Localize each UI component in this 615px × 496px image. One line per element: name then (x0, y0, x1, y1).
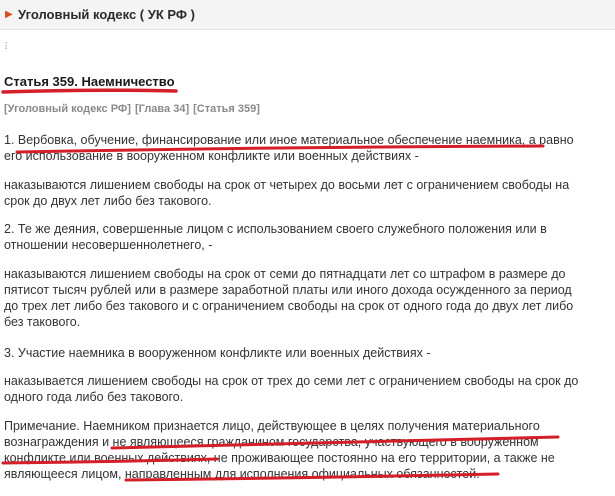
paragraph-line: до трех лет либо без такового и с ограничением свободы на срок от одного года до двух лет либо (4, 299, 574, 313)
arrow-right-icon: ▶ (5, 9, 13, 20)
paragraph-line: его использование в вооруженном конфликте или военных действиях - (4, 149, 419, 163)
paragraph-line: отношении несовершеннолетнего, - (4, 238, 213, 252)
section-title-link[interactable]: Уголовный кодекс ( УК РФ ) (18, 7, 195, 22)
article-paragraph-3 (4, 221, 608, 253)
paragraph-line: срок до двух лет либо без такового. (4, 194, 212, 208)
paragraph-line: 1. Вербовка, обучение, финансирование или иное материальное обеспечение наемника, а равно (4, 133, 574, 147)
paragraph-line: 2. Те же деяния, совершенные лицом с использованием своего служебного положения или в (4, 222, 547, 236)
paragraph-line: одного года либо без такового. (4, 390, 184, 404)
paragraph-line: наказываются лишением свободы на срок от четырех до восьми лет с ограничением свободы на (4, 178, 570, 192)
article-paragraph-2 (4, 177, 608, 209)
paragraph-line: наказываются лишением свободы на срок от семи до пятнадцати лет со штрафом в размере до (4, 267, 566, 281)
paragraph-line: Примечание. Наемником признается лицо, действующее в целях получения материального (4, 419, 540, 433)
red-underline-title (3, 90, 176, 92)
paragraph-line: 3. Участие наемника в вооруженном конфликте или военных действиях - (4, 346, 431, 360)
breadcrumb-chapter-link[interactable]: [Глава 34] (134, 103, 190, 115)
article-paragraph-5 (4, 345, 608, 361)
paragraph-line: без такового. (4, 315, 81, 329)
paragraph-line: вознаграждения и не являющееся гражданином государства, участвующего в вооруженном (4, 435, 539, 449)
article-paragraph-1 (4, 132, 608, 164)
breadcrumb (4, 102, 260, 116)
article-paragraph-6 (4, 373, 608, 405)
paragraph-line: конфликте или военных действиях, не проживающее постоянно на его территории, а также не (4, 451, 555, 465)
breadcrumb-article-link[interactable]: [Статья 359] (193, 103, 260, 115)
article-note (4, 418, 608, 482)
breadcrumb-code-link[interactable]: [Уголовный кодекс РФ] (4, 103, 131, 115)
article-paragraph-4 (4, 266, 608, 330)
dots-icon: ⠇ (4, 42, 12, 53)
article-title: Статья 359. Наемничество (4, 74, 175, 89)
paragraph-line: пятисот тысяч рублей или в размере заработной платы или иного дохода осужденного за период (4, 283, 572, 297)
paragraph-line: наказывается лишением свободы на срок от трех до семи лет с ограничением свободы на срок до (4, 374, 579, 388)
paragraph-line: являющееся лицом, направленным для исполнения официальных обязанностей. (4, 467, 480, 481)
page-header-bar (0, 0, 615, 30)
